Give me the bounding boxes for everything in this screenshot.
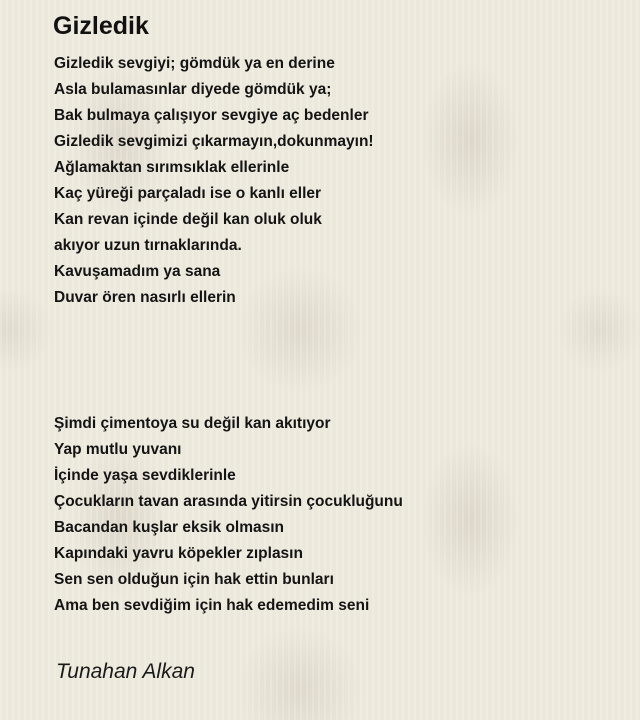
poem-line: Çocukların tavan arasında yitirsin çocukluğunu [54, 493, 403, 510]
poem-line: Bak bulmaya çalışıyor sevgiye aç bedenler [54, 107, 369, 124]
poem-author: Tunahan Alkan [56, 660, 195, 683]
stanza-2 [54, 414, 403, 622]
poem-line: Kaç yüreği parçaladı ise o kanlı eller [54, 185, 322, 202]
poem-line: Kavuşamadım ya sana [54, 263, 221, 280]
poem-line: Bacandan kuşlar eksik olmasın [54, 519, 285, 536]
poem-line: Şimdi çimentoya su değil kan akıtıyor [54, 415, 331, 432]
poem-line: Gizledik sevgimizi çıkarmayın,dokunmayın! [54, 133, 374, 150]
poem-line: Sen sen olduğun için hak ettin bunları [54, 571, 334, 588]
poem-line: akıyor uzun tırnaklarında. [54, 237, 242, 254]
poem-line: Kan revan içinde değil kan oluk oluk [54, 211, 322, 228]
poem-line: Kapındaki yavru köpekler zıplasın [54, 545, 303, 562]
poem-line: Asla bulamasınlar diyede gömdük ya; [54, 81, 332, 98]
poem-line: Ağlamaktan sırımsıklak ellerinle [54, 159, 290, 176]
poem-line: İçinde yaşa sevdiklerinle [54, 467, 236, 484]
poem-line: Yap mutlu yuvanı [54, 441, 182, 458]
stanza-1 [54, 54, 374, 314]
poem-title: Gizledik [53, 12, 149, 40]
poem-line: Duvar ören nasırlı ellerin [54, 289, 236, 306]
poem-line: Ama ben sevdiğim için hak edemedim seni [54, 597, 370, 614]
poem-line: Gizledik sevgiyi; gömdük ya en derine [54, 55, 335, 72]
